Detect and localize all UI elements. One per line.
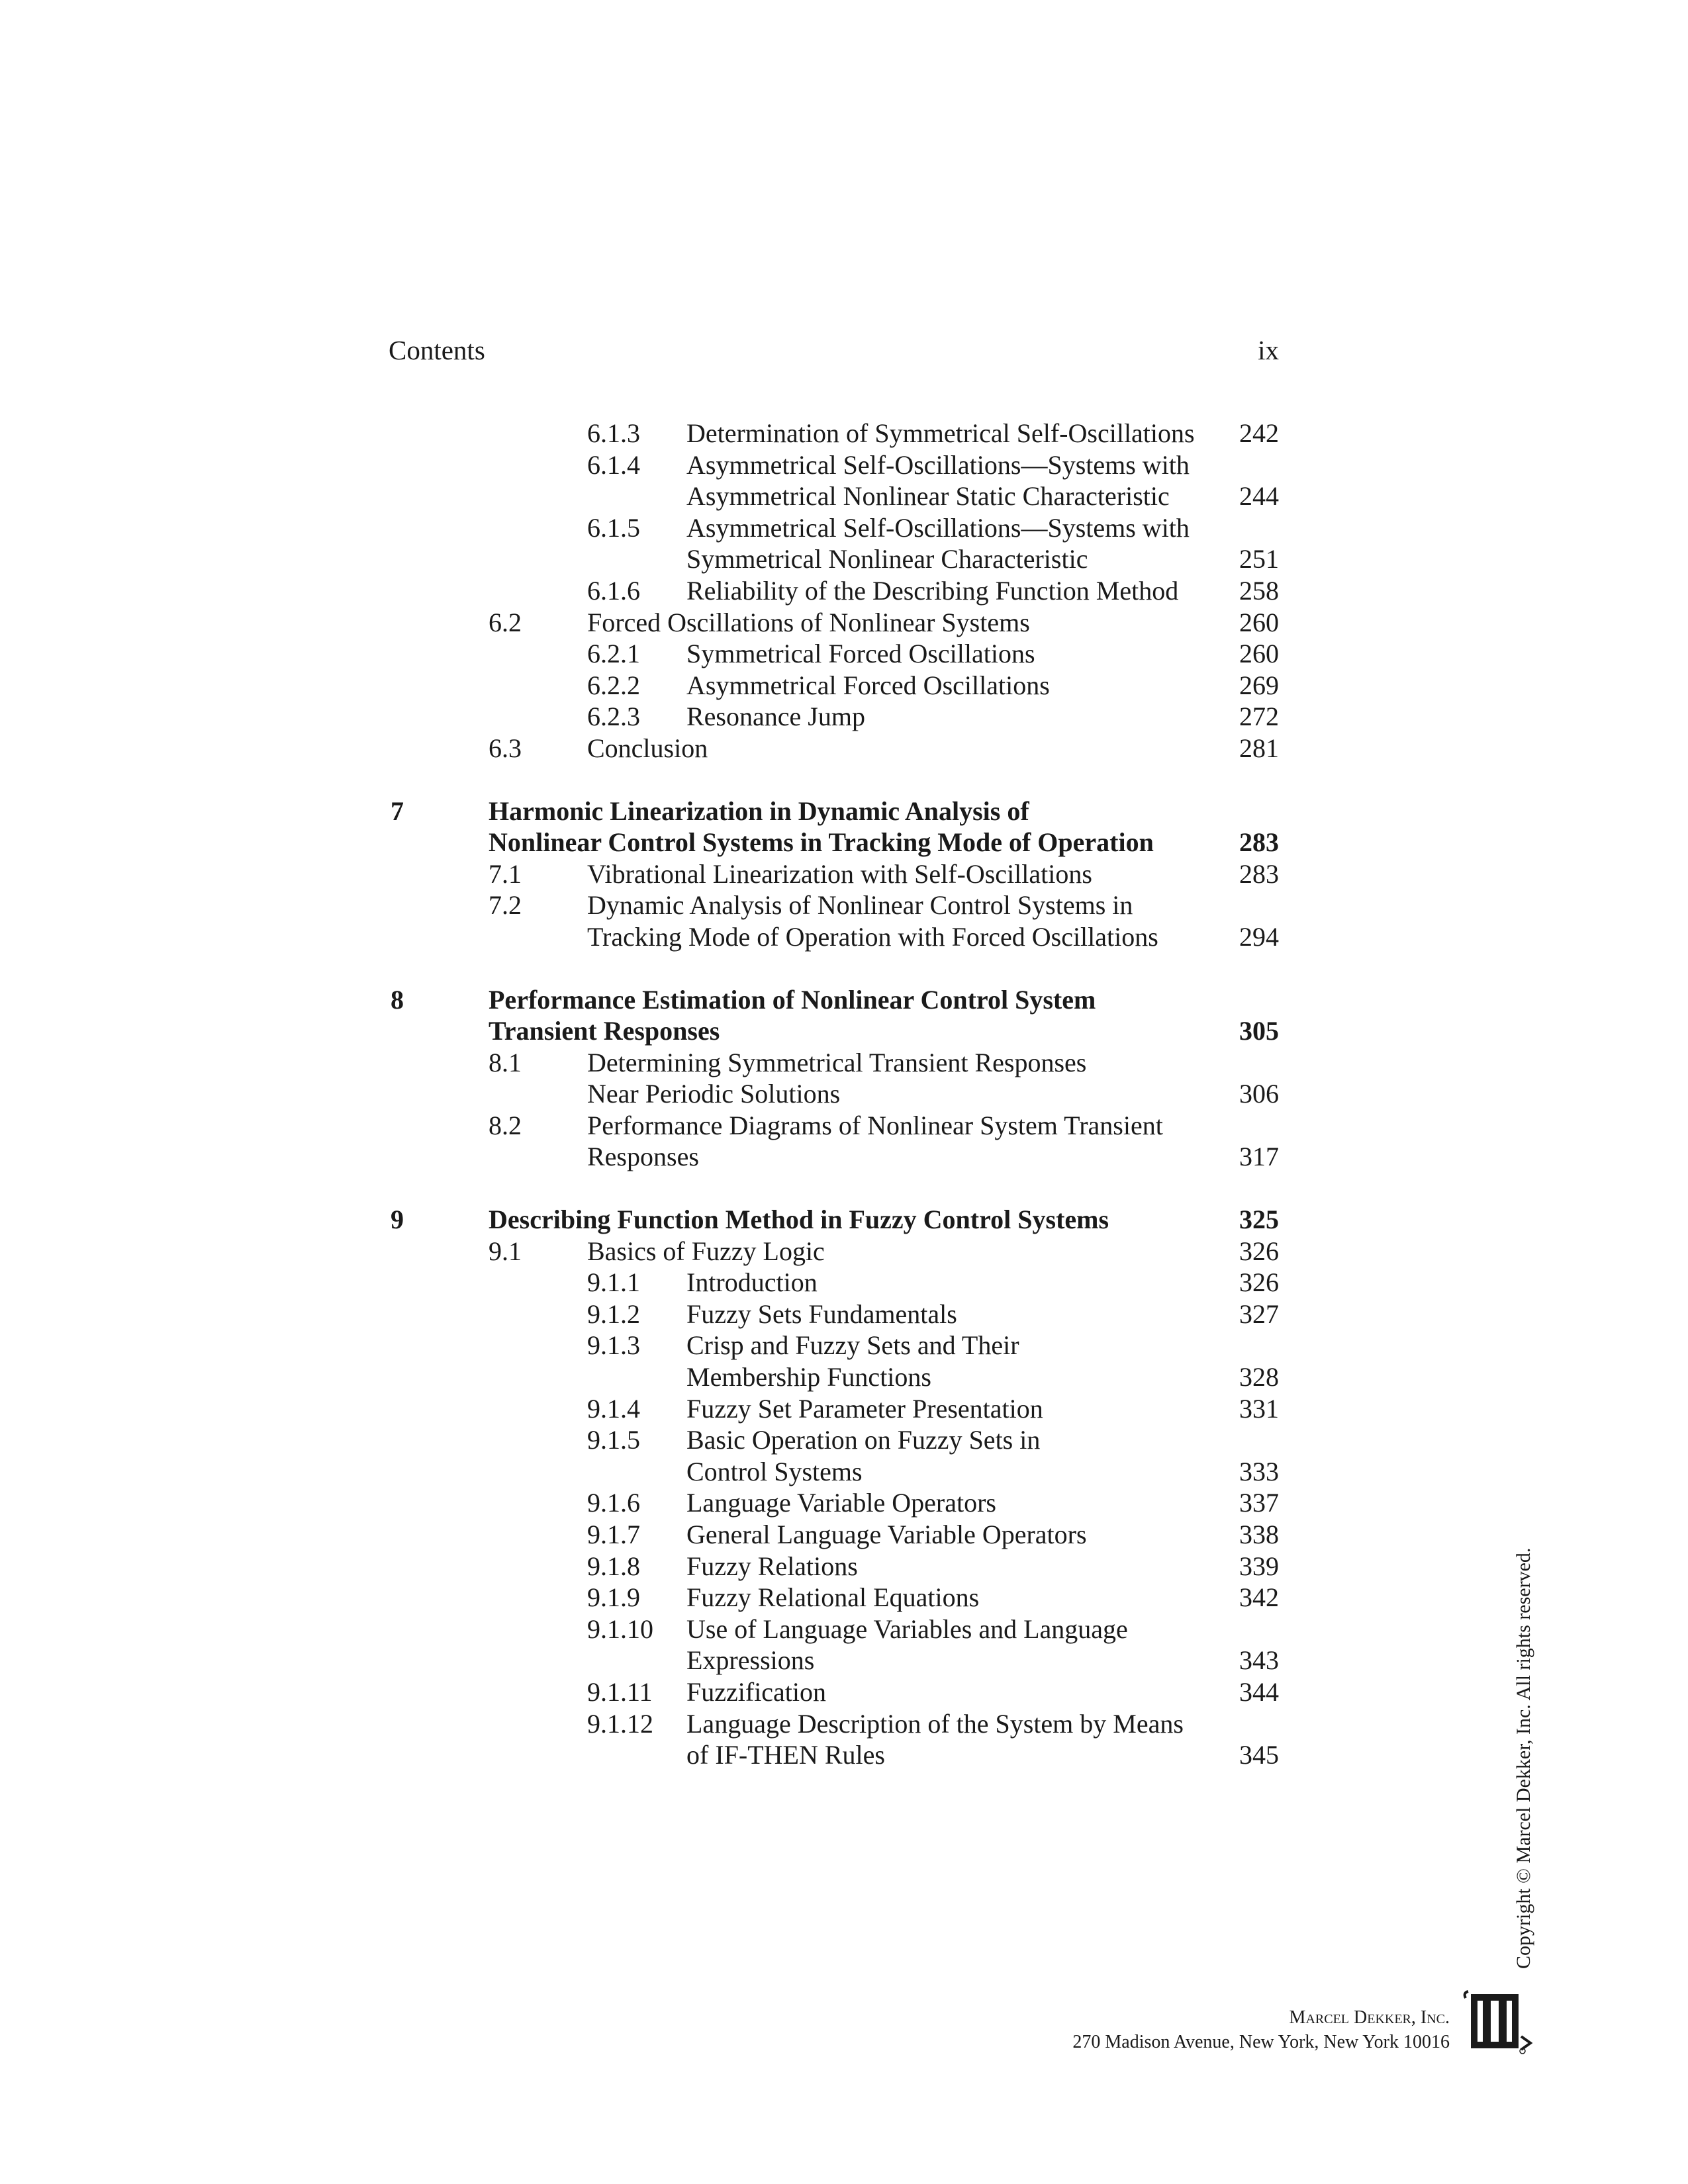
toc-entry-title: Near Periodic Solutions	[587, 1079, 841, 1109]
toc-entry	[391, 670, 1279, 702]
toc-entry-number: 9.1.5	[587, 1425, 640, 1455]
toc-entry-number: 9.1.3	[587, 1330, 640, 1361]
toc-entry-title: Vibrational Linearization with Self-Oscillations	[587, 858, 1092, 889]
toc-entry-title: Fuzzy Relational Equations	[686, 1582, 980, 1613]
toc-entry-title: Asymmetrical Self-Oscillations—Systems with	[686, 512, 1190, 543]
toc-entry-title: Harmonic Linearization in Dynamic Analysis of	[489, 796, 1029, 826]
toc-entry	[391, 1614, 1279, 1645]
publisher-imprint	[1072, 2005, 1450, 2054]
toc-entry-number: 6.2.1	[587, 639, 640, 669]
toc-entry-number: 9.1.2	[587, 1298, 640, 1329]
toc-entry	[391, 1015, 1279, 1047]
toc-entry-title: Conclusion	[587, 733, 708, 763]
toc-entry-title: Fuzzification	[686, 1676, 827, 1707]
toc-entry-title: Tracking Mode of Operation with Forced Oscillations	[587, 921, 1158, 952]
toc-entry-page: 327	[1239, 1298, 1279, 1329]
toc-entry-title: Use of Language Variables and Language	[686, 1614, 1128, 1644]
toc-entry-number: 9.1.10	[587, 1614, 653, 1644]
toc-entry-number: 9.1.12	[587, 1708, 653, 1739]
toc-entry	[391, 733, 1279, 764]
toc-entry	[391, 1708, 1279, 1740]
toc-entry-number: 9	[391, 1205, 404, 1235]
toc-entry	[391, 1393, 1279, 1425]
toc-entry-page: 244	[1239, 481, 1279, 512]
toc-entry-title: Reliability of the Describing Function Method	[686, 575, 1179, 606]
toc-entry	[391, 1078, 1279, 1110]
publisher-name: Marcel Dekker, Inc.	[1289, 2007, 1450, 2028]
toc-entry-page: 317	[1239, 1142, 1279, 1172]
toc-entry	[391, 1424, 1279, 1456]
toc-entry-page: 283	[1239, 827, 1279, 858]
toc-entry-page: 272	[1239, 702, 1279, 732]
toc-entry-title: Expressions	[686, 1645, 815, 1676]
toc-entry	[391, 1551, 1279, 1582]
toc-entry-page: 345	[1239, 1740, 1279, 1770]
toc-entry-number: 9.1.7	[587, 1520, 640, 1549]
toc-entry	[391, 480, 1279, 512]
toc-entry-title: Forced Oscillations of Nonlinear Systems	[587, 607, 1030, 637]
toc-entry-number: 6.3	[489, 733, 522, 763]
toc-entry-page: 281	[1239, 733, 1279, 763]
toc-entry	[391, 1519, 1279, 1551]
toc-entry	[391, 512, 1279, 544]
running-head: Contents	[389, 335, 485, 365]
publisher-address: 270 Madison Avenue, New York, New York 10016	[1072, 2032, 1450, 2052]
copyright-notice: Copyright © Marcel Dekker, Inc. All rights reserved.	[1513, 1547, 1534, 1969]
toc-entry-page: 260	[1239, 607, 1279, 637]
toc-entry-title: Resonance Jump	[686, 702, 865, 732]
toc-entry-title: Asymmetrical Forced Oscillations	[686, 670, 1050, 700]
toc-entry-title: of IF-THEN Rules	[686, 1740, 885, 1770]
toc-entry-title: Asymmetrical Self-Oscillations—Systems with	[686, 449, 1190, 480]
publisher-logo-icon	[1462, 1989, 1534, 2055]
toc-entry	[391, 796, 1279, 827]
toc-entry-number: 8.2	[489, 1110, 522, 1140]
toc-entry	[391, 827, 1279, 858]
toc-entry-number: 7.1	[489, 858, 522, 889]
toc-entry-page: 306	[1239, 1079, 1279, 1109]
toc-entry-title: Basic Operation on Fuzzy Sets in	[686, 1425, 1041, 1455]
toc-entry-number: 9.1	[489, 1236, 522, 1266]
toc-entry-page: 328	[1239, 1362, 1279, 1392]
toc-entry-number: 9.1.8	[587, 1551, 640, 1581]
toc-entry	[391, 418, 1279, 449]
toc-entry-title: Determining Symmetrical Transient Responses	[587, 1047, 1087, 1077]
toc-entry-title: Language Description of the System by Means	[686, 1708, 1184, 1739]
toc-entry-page: 331	[1239, 1393, 1279, 1424]
toc-entry-page: 344	[1239, 1676, 1279, 1707]
toc-entry	[391, 1361, 1279, 1393]
toc-entry-title: Performance Estimation of Nonlinear Control System	[489, 984, 1096, 1015]
toc-entry-page: 305	[1239, 1016, 1279, 1046]
toc-entry-title: Language Variable Operators	[686, 1488, 996, 1518]
toc-entry-number: 7	[391, 796, 404, 826]
toc-entry-title: Fuzzy Set Parameter Presentation	[686, 1393, 1043, 1424]
toc-entry	[391, 575, 1279, 607]
toc-entry	[391, 1110, 1279, 1142]
toc-entry	[391, 607, 1279, 639]
toc-entry-page: 258	[1239, 575, 1279, 606]
toc-entry-page: 260	[1239, 639, 1279, 669]
toc-entry-page: 294	[1239, 921, 1279, 952]
toc-entry	[391, 1582, 1279, 1614]
page-header	[389, 334, 1279, 374]
toc-entry-number: 6.2	[489, 607, 522, 637]
toc-entry-page: 339	[1239, 1551, 1279, 1581]
toc-entry	[391, 984, 1279, 1016]
toc-entry-title: Determination of Symmetrical Self-Oscillations	[686, 418, 1195, 448]
toc-entry-number: 7.2	[489, 890, 522, 921]
toc-entry	[391, 1047, 1279, 1079]
toc-entry-number: 9.1.4	[587, 1393, 640, 1424]
toc-entry-page: 242	[1239, 418, 1279, 448]
toc-entry-title: Asymmetrical Nonlinear Static Characteristic	[686, 481, 1170, 512]
toc-entry-number: 6.1.6	[587, 575, 640, 606]
toc-entry	[391, 921, 1279, 953]
toc-entry	[391, 1267, 1279, 1298]
toc-entry-page: 333	[1239, 1456, 1279, 1486]
toc-entry-number: 8	[391, 984, 404, 1015]
toc-entry-page: 342	[1239, 1582, 1279, 1613]
toc-entry-title: Crisp and Fuzzy Sets and Their	[686, 1330, 1019, 1361]
toc-entry-title: Describing Function Method in Fuzzy Control Systems	[489, 1205, 1109, 1235]
toc-entry	[391, 1298, 1279, 1330]
toc-entry-number: 8.1	[489, 1047, 522, 1077]
toc-entry	[391, 449, 1279, 481]
toc-entry-number: 6.2.3	[587, 702, 640, 732]
toc-entry-title: Symmetrical Forced Oscillations	[686, 639, 1035, 669]
toc-entry-number: 6.1.5	[587, 512, 640, 543]
toc-entry-title: Introduction	[686, 1267, 818, 1298]
toc-entry	[391, 1739, 1279, 1771]
toc-entry-title: Control Systems	[686, 1456, 863, 1486]
toc-entry-page: 326	[1239, 1267, 1279, 1298]
toc-entry	[391, 1645, 1279, 1676]
toc-entry-title: Basics of Fuzzy Logic	[587, 1236, 825, 1266]
toc-entry	[391, 1330, 1279, 1361]
toc-entry-page: 283	[1239, 858, 1279, 889]
toc-entry-page: 326	[1239, 1236, 1279, 1266]
toc-entry	[391, 1204, 1279, 1236]
page-number: ix	[1258, 335, 1279, 365]
toc-entry-page: 337	[1239, 1488, 1279, 1518]
toc-entry-page: 251	[1239, 544, 1279, 574]
toc-entry-number: 9.1.1	[587, 1267, 640, 1298]
toc-entry-title: Performance Diagrams of Nonlinear System Transient	[587, 1110, 1163, 1140]
toc-entry-title: Membership Functions	[686, 1362, 931, 1392]
toc-entry-number: 6.1.3	[587, 418, 640, 448]
toc-entry-title: Responses	[587, 1142, 699, 1172]
toc-entry-page: 325	[1239, 1205, 1279, 1235]
toc-entry-title: Transient Responses	[489, 1016, 720, 1046]
toc-entry-title: Nonlinear Control Systems in Tracking Mode of Operation	[489, 827, 1154, 858]
toc-entry-page: 343	[1239, 1645, 1279, 1676]
toc-entry-number: 9.1.6	[587, 1488, 640, 1518]
toc-entry-title: Fuzzy Sets Fundamentals	[686, 1298, 957, 1329]
toc-entry-number: 6.2.2	[587, 670, 640, 700]
toc-entry	[391, 858, 1279, 890]
table-of-contents	[391, 418, 1279, 1771]
toc-entry	[391, 701, 1279, 733]
toc-entry-page: 269	[1239, 670, 1279, 700]
toc-entry	[391, 638, 1279, 670]
toc-entry-number: 9.1.9	[587, 1582, 640, 1613]
toc-entry-title: Symmetrical Nonlinear Characteristic	[686, 544, 1088, 574]
toc-entry-number: 9.1.11	[587, 1676, 653, 1707]
toc-entry-number: 6.1.4	[587, 449, 640, 480]
toc-entry-page: 338	[1239, 1520, 1279, 1549]
toc-entry-title: Fuzzy Relations	[686, 1551, 858, 1581]
toc-entry-title: Dynamic Analysis of Nonlinear Control Systems in	[587, 890, 1133, 921]
toc-entry	[391, 1141, 1279, 1173]
toc-entry	[391, 1676, 1279, 1708]
toc-entry	[391, 1236, 1279, 1267]
toc-entry	[391, 1456, 1279, 1488]
toc-entry	[391, 889, 1279, 921]
toc-entry-title: General Language Variable Operators	[686, 1520, 1087, 1549]
toc-entry	[391, 1487, 1279, 1519]
toc-entry	[391, 543, 1279, 575]
